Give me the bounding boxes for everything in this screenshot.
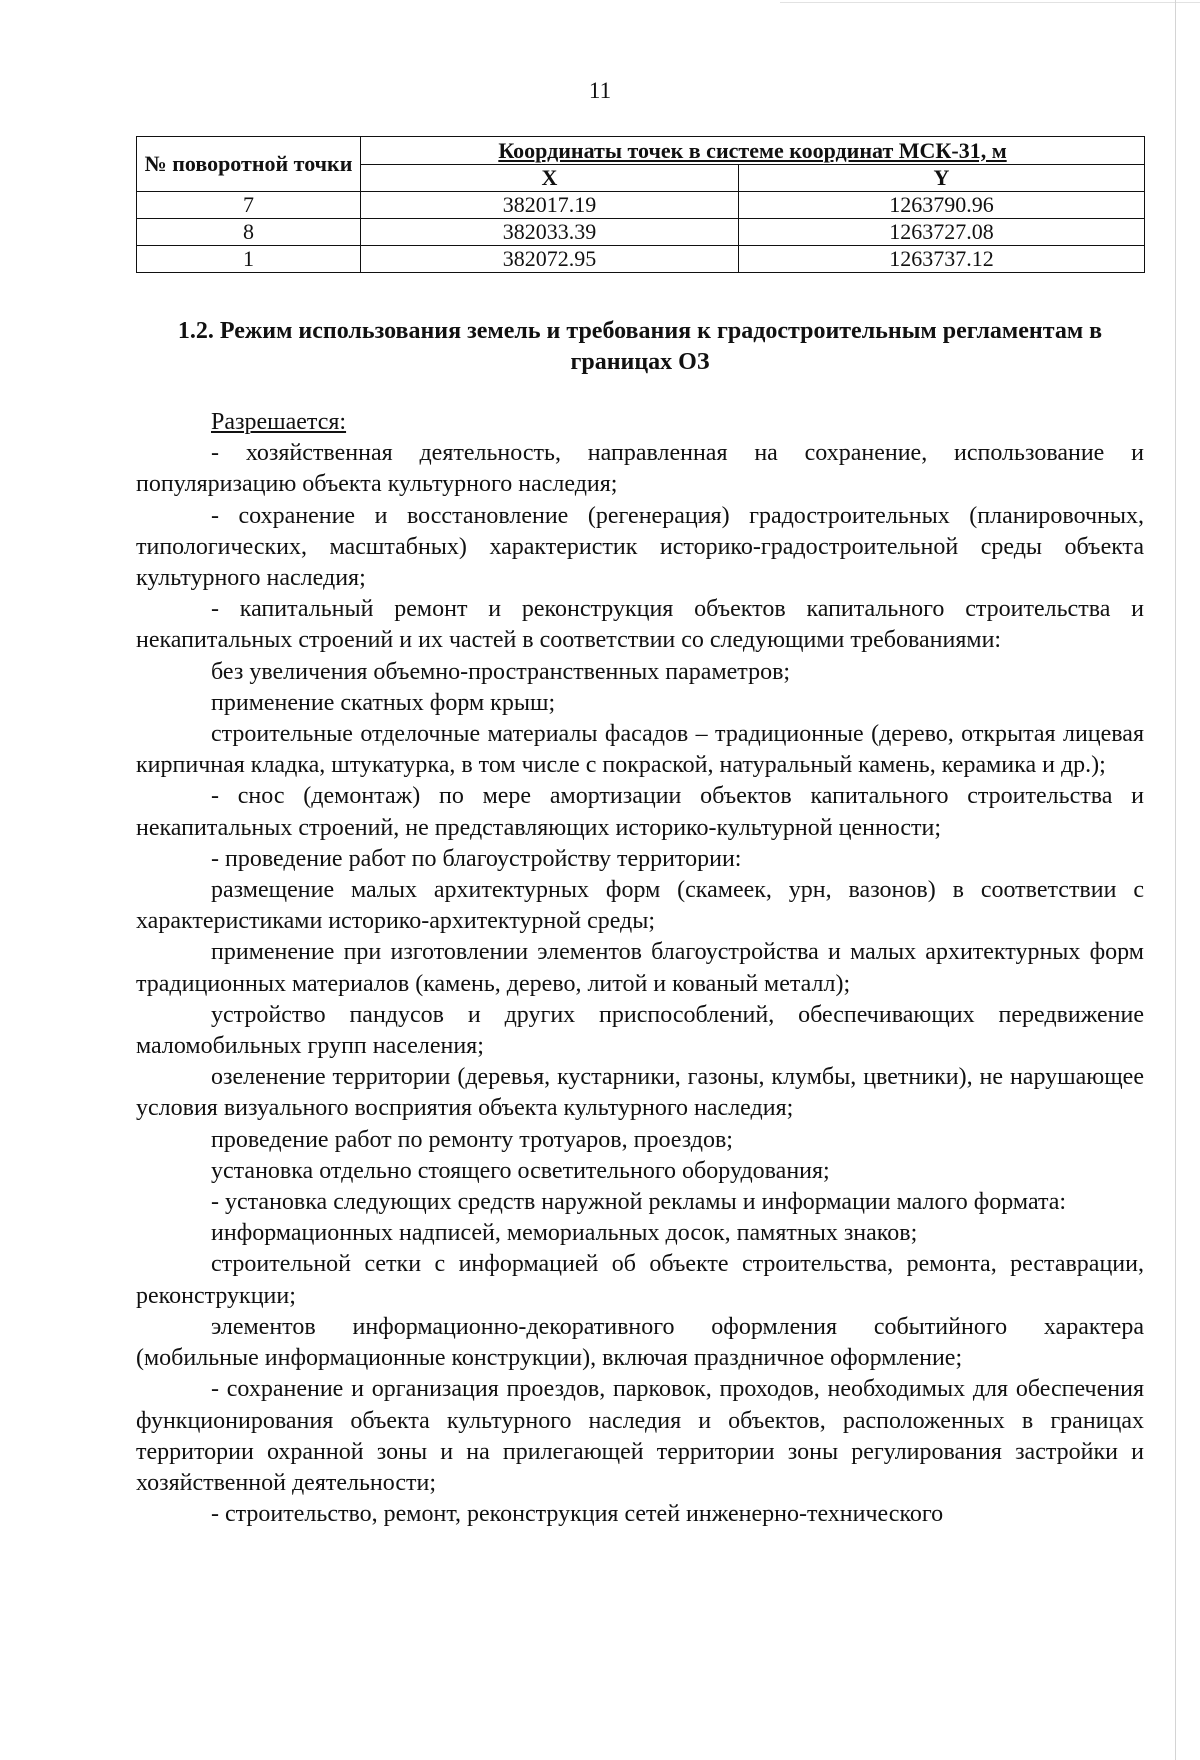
- cell-x: 382017.19: [361, 192, 739, 219]
- paragraph: размещение малых архитектурных форм (скамеек, урн, вазонов) в соответствии с характеристиками историко-архитектурной среды;: [136, 877, 1144, 935]
- cell-point: 1: [137, 246, 361, 273]
- paragraph: проведение работ по ремонту тротуаров, проездов;: [211, 1126, 733, 1153]
- cell-x: 382033.39: [361, 219, 739, 246]
- body-text: [136, 407, 1144, 1530]
- paragraph: - капитальный ремонт и реконструкция объектов капитального строительства и некапитальных строений и их частей в соответствии со следующими требованиями:: [136, 596, 1144, 654]
- allowed-heading: [136, 407, 1144, 438]
- paragraph: озеленение территории (деревья, кустарники, газоны, клумбы, цветники), не нарушающее условия визуального восприятия объекта культурного наследия;: [136, 1064, 1144, 1122]
- scan-edge-top: [780, 2, 1200, 3]
- cell-point: 8: [137, 219, 361, 246]
- cell-y: 1263727.08: [739, 219, 1145, 246]
- paragraph: - сохранение и восстановление (регенерация) градостроительных (планировочных, типологических, масштабных) характеристик историко-градостроительной среды объекта культурного наследия;: [136, 502, 1144, 592]
- cell-y: 1263790.96: [739, 192, 1145, 219]
- header-point-number: № поворотной точки: [137, 137, 361, 192]
- paragraph: - строительство, ремонт, реконструкция сетей инженерно-технического: [211, 1501, 944, 1528]
- paragraph: строительные отделочные материалы фасадов – традиционные (дерево, открытая лицевая кирпичная кладка, штукатурка, в том числе с покраской, натуральный камень, керамика и др.);: [136, 721, 1144, 779]
- page-number: 11: [588, 78, 612, 103]
- paragraph: - сохранение и организация проездов, парковок, проходов, необходимых для обеспечения функционирования объекта культурного наследия и объектов, расположенных в границах территории охранной зоны и на прилегающей территории зоны регулирования застройки и хозяйственной деятельности;: [136, 1376, 1144, 1496]
- cell-point: 7: [137, 192, 361, 219]
- paragraph: - хозяйственная деятельность, направленная на сохранение, использование и популяризацию объекта культурного наследия;: [136, 440, 1144, 498]
- paragraph: информационных надписей, мемориальных досок, памятных знаков;: [211, 1220, 918, 1247]
- cell-y: 1263737.12: [739, 246, 1145, 273]
- cell-x: 382072.95: [361, 246, 739, 273]
- table-row: [137, 246, 1145, 273]
- paragraph: установка отдельно стоящего осветительного оборудования;: [211, 1157, 830, 1184]
- coordinates-table: [136, 136, 1145, 273]
- section-title: 1.2. Режим использования земель и требования к градостроительным регламентам в границах ОЗ: [177, 318, 1103, 375]
- header-x: X: [361, 165, 739, 192]
- paragraph: - снос (демонтаж) по мере амортизации объектов капитального строительства и некапитальных строений, не представляющих историко-культурной ценности;: [136, 783, 1144, 841]
- paragraph: применение скатных форм крыш;: [211, 689, 556, 716]
- table-header-row: [137, 137, 1145, 165]
- paragraph: строительной сетки с информацией об объекте строительства, ремонта, реставрации, реконструкции;: [136, 1251, 1144, 1309]
- table-row: [137, 192, 1145, 219]
- paragraph: применение при изготовлении элементов благоустройства и малых архитектурных форм традиционных материалов (камень, дерево, литой и кованый металл);: [136, 939, 1144, 997]
- paragraph: устройство пандусов и других приспособлений, обеспечивающих передвижение маломобильных групп населения;: [136, 1001, 1144, 1060]
- table-row: [137, 219, 1145, 246]
- header-y: Y: [739, 165, 1145, 192]
- scan-edge-right: [1175, 0, 1176, 1760]
- header-coordinates-group: Координаты точек в системе координат МСК-31, м: [361, 137, 1145, 165]
- paragraph: без увеличения объемно-пространственных параметров;: [211, 658, 791, 685]
- paragraph: - проведение работ по благоустройству территории:: [211, 845, 742, 872]
- allowed-heading-text: Разрешается:: [211, 409, 347, 435]
- paragraph: - установка следующих средств наружной рекламы и информации малого формата:: [211, 1189, 1067, 1216]
- paragraph: элементов информационно-декоративного оформления событийного характера (мобильные информационные конструкции), включая праздничное оформление;: [136, 1313, 1144, 1372]
